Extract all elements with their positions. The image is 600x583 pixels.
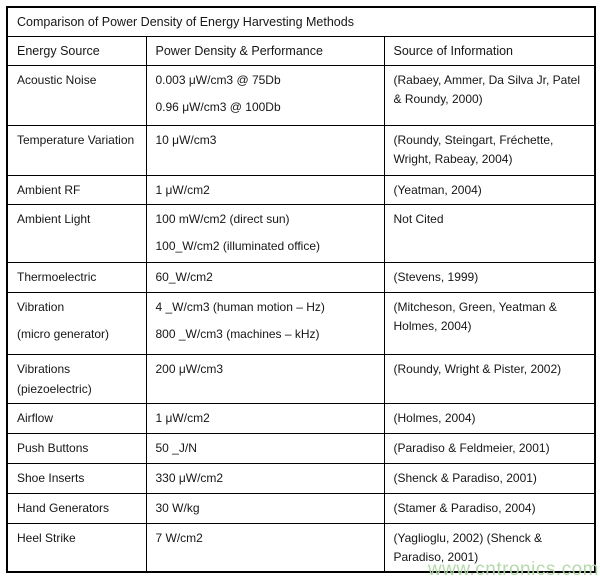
power-density-text: 7 W/cm2 (155, 531, 203, 545)
citation-text: (Rabaey, Ammer, Da Silva Jr, Patel & Roundy, 2000) (393, 73, 581, 106)
power-density-text: 1 μW/cm2 (155, 411, 210, 425)
energy-source-text: Acoustic Noise (17, 73, 97, 87)
table-row (7, 263, 595, 293)
power-density-text: 50 _J/N (155, 441, 197, 455)
energy-source-cell (7, 434, 146, 464)
table-title: Comparison of Power Density of Energy Harvesting Methods (7, 7, 595, 37)
table-row (7, 404, 595, 434)
energy-source-text: (micro generator) (17, 327, 110, 341)
citation-cell (384, 434, 595, 464)
citation-text: (Shenck & Paradiso, 2001) (393, 471, 537, 485)
citation-text: (Holmes, 2004) (393, 411, 476, 425)
citation-cell (384, 464, 595, 494)
energy-source-cell (7, 126, 146, 176)
power-density-text: 100_W/cm2 (illuminated office) (155, 239, 321, 253)
energy-source-cell (7, 464, 146, 494)
energy-source-cell (7, 524, 146, 573)
power-density-cell (146, 263, 384, 293)
power-density-cell (146, 176, 384, 205)
citation-cell (384, 205, 595, 263)
table-row (7, 464, 595, 494)
power-density-cell (146, 293, 384, 355)
citation-cell (384, 263, 595, 293)
energy-source-text: Push Buttons (17, 441, 89, 455)
power-density-cell (146, 494, 384, 524)
table-header-row (7, 37, 595, 66)
energy-source-text: Vibration (17, 300, 65, 314)
table-row (7, 126, 595, 176)
table-body (7, 66, 595, 573)
energy-source-text: Vibrations (17, 362, 71, 376)
power-density-text: 800 _W/cm3 (machines – kHz) (155, 327, 320, 341)
power-density-cell (146, 464, 384, 494)
power-density-text: 10 μW/cm3 (155, 133, 217, 147)
citation-text: (Roundy, Wright & Pister, 2002) (393, 362, 562, 376)
energy-source-cell (7, 263, 146, 293)
energy-source-text: Heel Strike (17, 531, 76, 545)
energy-source-text: Shoe Inserts (17, 471, 85, 485)
watermark: www.cntronics.com (427, 559, 599, 580)
power-density-text: 4 _W/cm3 (human motion – Hz) (155, 300, 325, 314)
column-header-power-density: Power Density & Performance (146, 37, 384, 66)
citation-text: (Mitcheson, Green, Yeatman & Holmes, 2004) (393, 300, 557, 333)
citation-cell (384, 66, 595, 126)
table-row (7, 434, 595, 464)
citation-text: Not Cited (393, 212, 444, 226)
energy-source-cell (7, 355, 146, 404)
column-header-energy-source: Energy Source (7, 37, 146, 66)
citation-cell (384, 293, 595, 355)
table-row (7, 176, 595, 205)
power-density-cell (146, 126, 384, 176)
power-density-cell (146, 205, 384, 263)
citation-text: (Yaglioglu, 2002) (Shenck & Paradiso, 2001) (393, 531, 543, 564)
energy-source-cell (7, 66, 146, 126)
citation-cell (384, 404, 595, 434)
power-density-text: 60_W/cm2 (155, 270, 213, 284)
column-header-source-of-information: Source of Information (384, 37, 595, 66)
power-density-text: 0.003 μW/cm3 @ 75Db (155, 73, 281, 87)
power-density-cell (146, 66, 384, 126)
energy-source-text: Ambient Light (17, 212, 91, 226)
energy-source-text: Temperature Variation (17, 133, 135, 147)
power-density-cell (146, 524, 384, 573)
citation-cell (384, 176, 595, 205)
energy-source-cell (7, 205, 146, 263)
power-density-text: 30 W/kg (155, 501, 200, 515)
citation-text: (Paradiso & Feldmeier, 2001) (393, 441, 550, 455)
power-density-cell (146, 355, 384, 404)
energy-source-cell (7, 494, 146, 524)
table-title-row (7, 7, 595, 37)
citation-cell (384, 494, 595, 524)
energy-source-text: Ambient RF (17, 183, 81, 197)
citation-cell (384, 126, 595, 176)
energy-source-text: Hand Generators (17, 501, 110, 515)
table-row (7, 494, 595, 524)
power-density-text: 330 μW/cm2 (155, 471, 224, 485)
power-density-text: 1 μW/cm2 (155, 183, 210, 197)
energy-source-text: (piezoelectric) (17, 382, 92, 396)
power-density-text: 0.96 μW/cm3 @ 100Db (155, 100, 281, 114)
energy-harvesting-table (6, 6, 596, 573)
energy-source-cell (7, 176, 146, 205)
table-row (7, 205, 595, 263)
table-row (7, 293, 595, 355)
citation-text: (Roundy, Steingart, Fréchette, Wright, Rabeay, 2004) (393, 133, 554, 166)
citation-cell (384, 355, 595, 404)
citation-text: (Yeatman, 2004) (393, 183, 482, 197)
power-density-text: 100 mW/cm2 (direct sun) (155, 212, 290, 226)
table-row (7, 66, 595, 126)
power-density-cell (146, 404, 384, 434)
table-row (7, 355, 595, 404)
energy-source-text: Airflow (17, 411, 54, 425)
power-density-text: 200 μW/cm3 (155, 362, 224, 376)
power-density-cell (146, 434, 384, 464)
citation-text: (Stamer & Paradiso, 2004) (393, 501, 536, 515)
energy-source-text: Thermoelectric (17, 270, 97, 284)
energy-source-cell (7, 293, 146, 355)
energy-source-cell (7, 404, 146, 434)
citation-text: (Stevens, 1999) (393, 270, 479, 284)
